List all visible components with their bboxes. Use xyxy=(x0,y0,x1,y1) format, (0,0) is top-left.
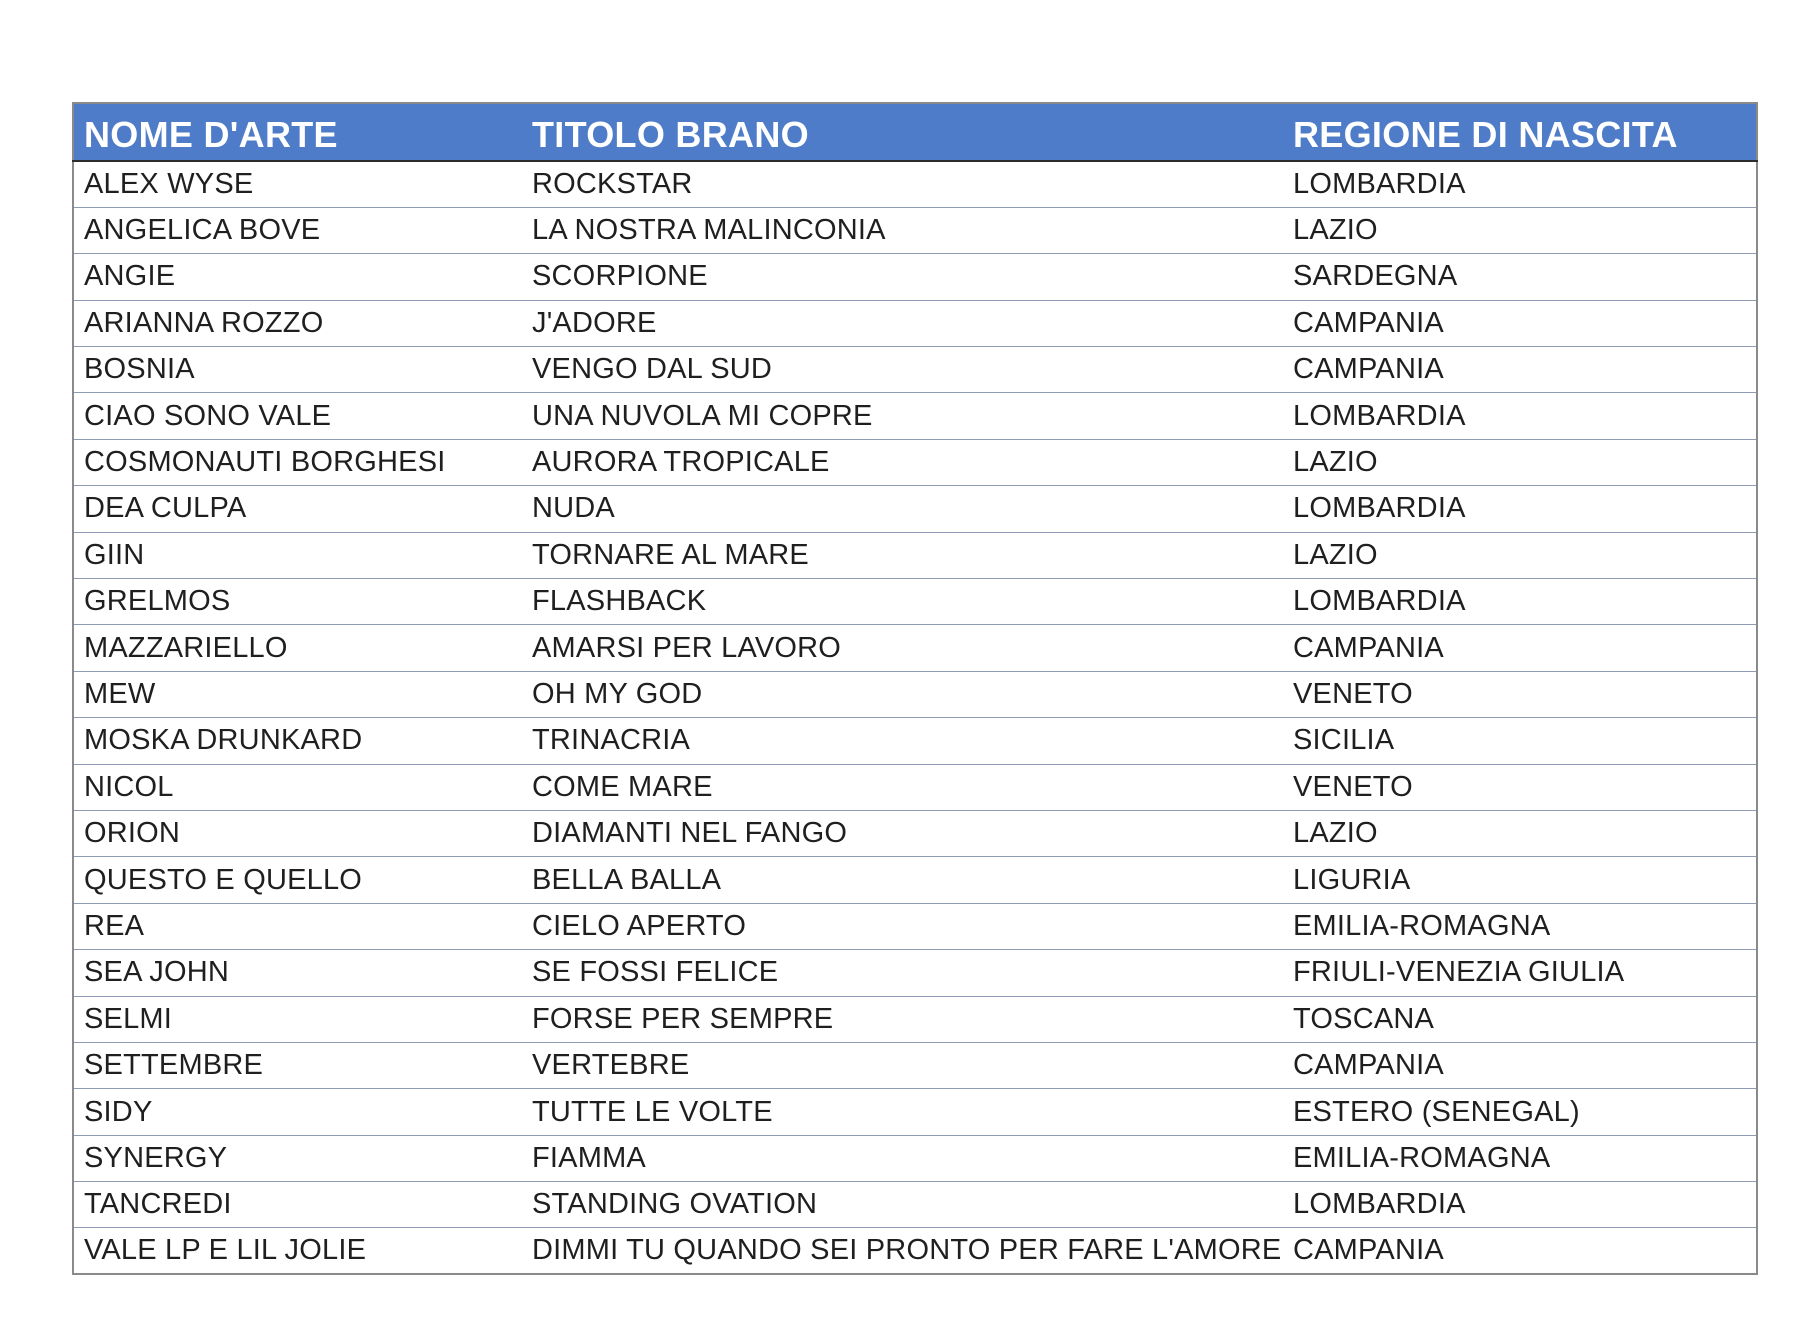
cell-song-title: SE FOSSI FELICE xyxy=(522,950,1283,996)
cell-birth-region: LAZIO xyxy=(1283,810,1757,856)
table-row xyxy=(73,764,1757,810)
cell-song-title: COME MARE xyxy=(522,764,1283,810)
cell-song-title: AMARSI PER LAVORO xyxy=(522,625,1283,671)
cell-stage-name: SEA JOHN xyxy=(73,950,522,996)
table-row xyxy=(73,671,1757,717)
cell-birth-region: CAMPANIA xyxy=(1293,1234,1444,1267)
table-row xyxy=(73,1135,1757,1181)
cell-birth-region: FRIULI-VENEZIA GIULIA xyxy=(1283,950,1757,996)
table-row xyxy=(73,393,1757,439)
cell-stage-name: DEA CULPA xyxy=(73,486,522,532)
cell-stage-name: ORION xyxy=(73,810,522,856)
cell-song-title: LA NOSTRA MALINCONIA xyxy=(522,207,1283,253)
cell-song-title: FORSE PER SEMPRE xyxy=(522,996,1283,1042)
cell-song-title: FLASHBACK xyxy=(522,579,1283,625)
cell-song-title: ROCKSTAR xyxy=(522,161,1283,207)
cell-birth-region: CAMPANIA xyxy=(1283,347,1757,393)
cell-birth-region: CAMPANIA xyxy=(1283,300,1757,346)
cell-birth-region: SARDEGNA xyxy=(1283,254,1757,300)
cell-stage-name: TANCREDI xyxy=(73,1182,522,1228)
cell-birth-region: EMILIA-ROMAGNA xyxy=(1283,1135,1757,1181)
cell-birth-region: LAZIO xyxy=(1283,207,1757,253)
cell-stage-name: CIAO SONO VALE xyxy=(73,393,522,439)
cell-birth-region: TOSCANA xyxy=(1283,996,1757,1042)
table-row xyxy=(73,161,1757,207)
cell-birth-region: LIGURIA xyxy=(1283,857,1757,903)
table-row xyxy=(73,857,1757,903)
cell-birth-region: LOMBARDIA xyxy=(1283,161,1757,207)
table-row xyxy=(73,625,1757,671)
table-row xyxy=(73,486,1757,532)
cell-birth-region: VENETO xyxy=(1283,671,1757,717)
cell-song-title: VENGO DAL SUD xyxy=(522,347,1283,393)
cell-song-title: DIMMI TU QUANDO SEI PRONTO PER FARE L'AMORE xyxy=(532,1234,1282,1267)
column-header-birth-region: REGIONE DI NASCITA xyxy=(1283,103,1757,161)
table-row xyxy=(73,1228,1757,1274)
cell-song-title: SCORPIONE xyxy=(522,254,1283,300)
cell-stage-name: MOSKA DRUNKARD xyxy=(73,718,522,764)
table-header-row xyxy=(73,103,1757,161)
cell-stage-name: ANGIE xyxy=(73,254,522,300)
table-row xyxy=(73,903,1757,949)
table-row xyxy=(73,950,1757,996)
column-header-song-title: TITOLO BRANO xyxy=(522,103,1283,161)
column-header-stage-name: NOME D'ARTE xyxy=(73,103,522,161)
cell-song-title: TUTTE LE VOLTE xyxy=(522,1089,1283,1135)
cell-stage-name: ANGELICA BOVE xyxy=(73,207,522,253)
table-row xyxy=(73,579,1757,625)
table-row xyxy=(73,1042,1757,1088)
cell-birth-region: LAZIO xyxy=(1283,532,1757,578)
cell-song-title: AURORA TROPICALE xyxy=(522,439,1283,485)
cell-stage-name: NICOL xyxy=(73,764,522,810)
table-row xyxy=(73,1182,1757,1228)
table-row xyxy=(73,810,1757,856)
cell-song-title: DIAMANTI NEL FANGO xyxy=(522,810,1283,856)
artists-table-container xyxy=(72,102,1756,1275)
cell-birth-region: CAMPANIA xyxy=(1283,625,1757,671)
cell-song-title: TORNARE AL MARE xyxy=(522,532,1283,578)
cell-stage-name: ALEX WYSE xyxy=(73,161,522,207)
cell-song-title: CIELO APERTO xyxy=(522,903,1283,949)
artists-table xyxy=(72,102,1758,1275)
cell-birth-region: LOMBARDIA xyxy=(1283,486,1757,532)
table-row xyxy=(73,439,1757,485)
cell-birth-region: LOMBARDIA xyxy=(1283,1182,1757,1228)
cell-stage-name: BOSNIA xyxy=(73,347,522,393)
table-row xyxy=(73,347,1757,393)
cell-birth-region: LOMBARDIA xyxy=(1283,393,1757,439)
cell-stage-name: ARIANNA ROZZO xyxy=(73,300,522,346)
cell-song-title: NUDA xyxy=(522,486,1283,532)
cell-stage-name: SELMI xyxy=(73,996,522,1042)
cell-song-title: J'ADORE xyxy=(522,300,1283,346)
cell-song-title: FIAMMA xyxy=(522,1135,1283,1181)
table-row xyxy=(73,718,1757,764)
cell-stage-name: SYNERGY xyxy=(73,1135,522,1181)
cell-stage-name: VALE LP E LIL JOLIE xyxy=(84,1234,367,1267)
table-row xyxy=(73,254,1757,300)
cell-stage-name: COSMONAUTI BORGHESI xyxy=(73,439,522,485)
table-row xyxy=(73,532,1757,578)
cell-birth-region: VENETO xyxy=(1283,764,1757,810)
cell-stage-name: MEW xyxy=(73,671,522,717)
cell-birth-region: ESTERO (SENEGAL) xyxy=(1283,1089,1757,1135)
cell-stage-name: MAZZARIELLO xyxy=(73,625,522,671)
table-row xyxy=(73,1089,1757,1135)
cell-stage-name: REA xyxy=(73,903,522,949)
table-header xyxy=(73,103,1757,161)
cell-stage-name: QUESTO E QUELLO xyxy=(73,857,522,903)
cell-song-title: BELLA BALLA xyxy=(522,857,1283,903)
cell-song-title: UNA NUVOLA MI COPRE xyxy=(522,393,1283,439)
cell-stage-name: SIDY xyxy=(73,1089,522,1135)
table-row xyxy=(73,996,1757,1042)
table-row xyxy=(73,207,1757,253)
table-body xyxy=(73,161,1757,1274)
cell-birth-region: LAZIO xyxy=(1283,439,1757,485)
cell-stage-name: GIIN xyxy=(73,532,522,578)
cell-birth-region: EMILIA-ROMAGNA xyxy=(1283,903,1757,949)
cell-birth-region: CAMPANIA xyxy=(1283,1042,1757,1088)
cell-song-title: OH MY GOD xyxy=(522,671,1283,717)
table-row xyxy=(73,300,1757,346)
cell-birth-region: LOMBARDIA xyxy=(1283,579,1757,625)
cell-song-title: STANDING OVATION xyxy=(522,1182,1283,1228)
cell-stage-name: GRELMOS xyxy=(73,579,522,625)
cell-birth-region: SICILIA xyxy=(1283,718,1757,764)
cell-song-title: VERTEBRE xyxy=(522,1042,1283,1088)
cell-stage-name: SETTEMBRE xyxy=(73,1042,522,1088)
cell-song-title: TRINACRIA xyxy=(522,718,1283,764)
